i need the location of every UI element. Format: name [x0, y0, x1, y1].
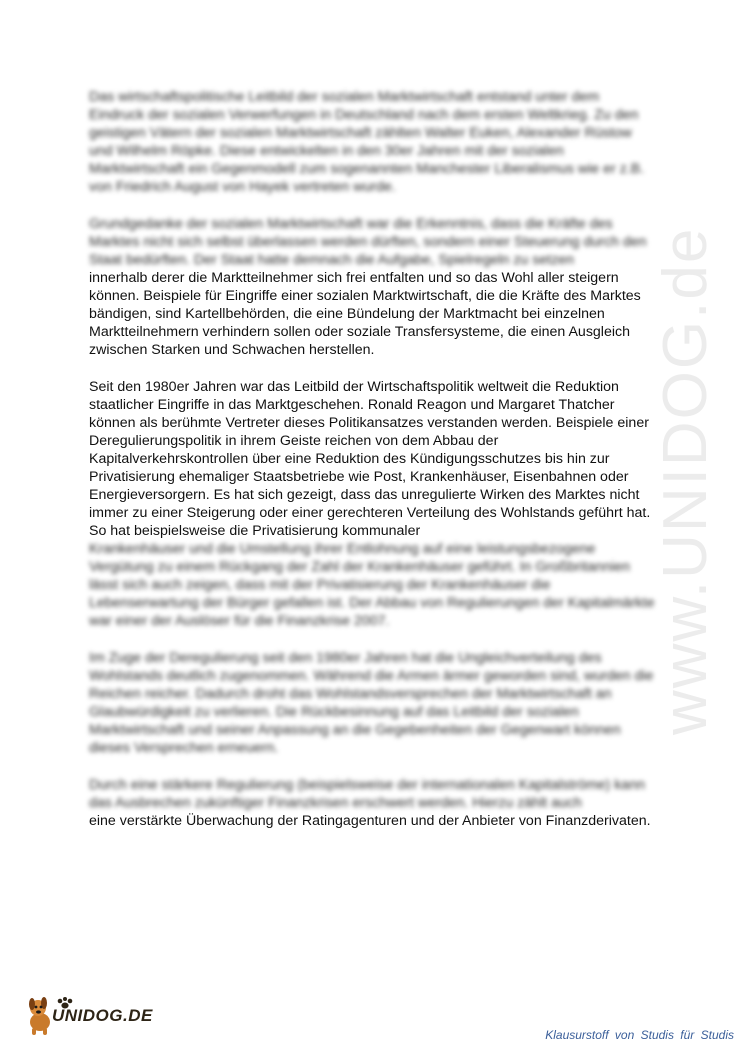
- text-column: [89, 88, 657, 849]
- paragraph-5-visible: eine verstärkte Überwachung der Ratingagenturen und der Anbieter von Finanzderivaten.: [89, 813, 651, 829]
- footer-slogan: Klausurstoff von Studis für Studis: [545, 1028, 734, 1042]
- paragraph-1: Das wirtschaftspolitische Leitbild der sozialen Marktwirtschaft entstand unter dem Eindruck der sozialen Verwerfungen in Deutschland nach dem ersten Weltkrieg. Zu den geistigen Vätern der sozialen Marktwirtschaft zählten Walter Euken, Alexander Rüstow und Wilhelm Röpke. Diese entwickelten in den 30er Jahren mit der sozialen Marktwirtschaft ein Gegenmodell zum sogenannten Manchester Liberalismus wie er z.B. von Friedrich August von Hayek vertreten wurde.: [89, 89, 645, 195]
- paragraph-4: Im Zuge der Deregulierung seit den 1980er Jahren hat die Ungleichverteilung des Wohlstands deutlich zugenommen. Während die Armen ärmer geworden sind, wurden die Reichen reicher. Dadurch droht das Wohlstandsversprechen der Marktwirtschaft an Glaubwürdigkeit zu verlieren. Die Rückbesinnung auf das Leitbild der sozialen Marktwirtschaft und seiner Anpassung an die Gegebenheiten der Gegenwart können dieses Versprechen erneuern.: [89, 650, 654, 756]
- paragraph-5-blurred: Durch eine stärkere Regulierung (beispielsweise der internationalen Kapitalströme) kann das Ausbrechen zukünftiger Finanzkrisen erschwert werden. Hierzu zählt auch: [89, 777, 645, 811]
- dog-icon: [29, 997, 50, 1035]
- paragraph-3: [89, 378, 657, 630]
- paragraph-2-blurred: Grundgedanke der sozialen Marktwirtschaft war die Erkenntnis, dass die Kräfte des Marktes nicht sich selbst überlassen werden dürften, sondern einer Steuerung durch den Staat bedürften. Der Staat hatte demnach die Aufgabe, Spielregeln zu setzen: [89, 216, 647, 268]
- paragraph-5: [89, 776, 657, 830]
- paragraph-2: [89, 215, 657, 359]
- logo-text[interactable]: UNIDOG.DE: [52, 1006, 153, 1025]
- paragraph-3-visible: Seit den 1980er Jahren war das Leitbild der Wirtschaftspolitik weltweit die Reduktion staatlicher Eingriffe in das Marktgeschehen. Ronald Reagon und Margaret Thatcher können als berühmte Vertreter dieses Politikansatzes verstanden werden. Beispiele einer Deregulierungspolitik in ihrem Geiste reichen von dem Abbau der Kapitalverkehrskontrollen über eine Reduktion des Kündigungsschutzes bis hin zur Privatisierung ehemaliger Staatsbetriebe wie Post, Krankenhäuser, Eisenbahnen oder Energieversorgern. Es hat sich gezeigt, dass das unregulierte Wirken des Marktes nicht immer zu einer Steigerung oder einer gerechteren Verteilung des Wohlstands geführt hat. So hat beispielsweise die Privatisierung kommunaler: [89, 379, 651, 539]
- paragraph-3-blurred: Krankenhäuser und die Umstellung ihrer Entlohnung auf eine leistungsbezogene Vergütung zu einem Rückgang der Zahl der Krankenhäuser geführt. In Großbritannien lässt sich auch zeigen, dass mit der Privatisierung der Krankenhäuser die Lebenserwartung der Bürger gefallen ist. Der Abbau von Regulierungen der Kapitalmärkte war einer der Auslöser für die Finanzkrise 2007.: [89, 541, 655, 629]
- watermark: www.UNIDOG.de: [651, 226, 720, 735]
- paragraph-2-visible: innerhalb derer die Marktteilnehmer sich frei entfalten und so das Wohl aller steigern können. Beispiele für Eingriffe einer sozialen Marktwirtschaft, die die Kräfte des Marktes bändigen, sind Kartellbehörden, die eine Bündelung der Marktmacht bei einzelnen Marktteilnehmern verhindern sollen oder soziale Transfersysteme, die einen Ausgleich zwischen Starken und Schwachen herstellen.: [89, 270, 641, 358]
